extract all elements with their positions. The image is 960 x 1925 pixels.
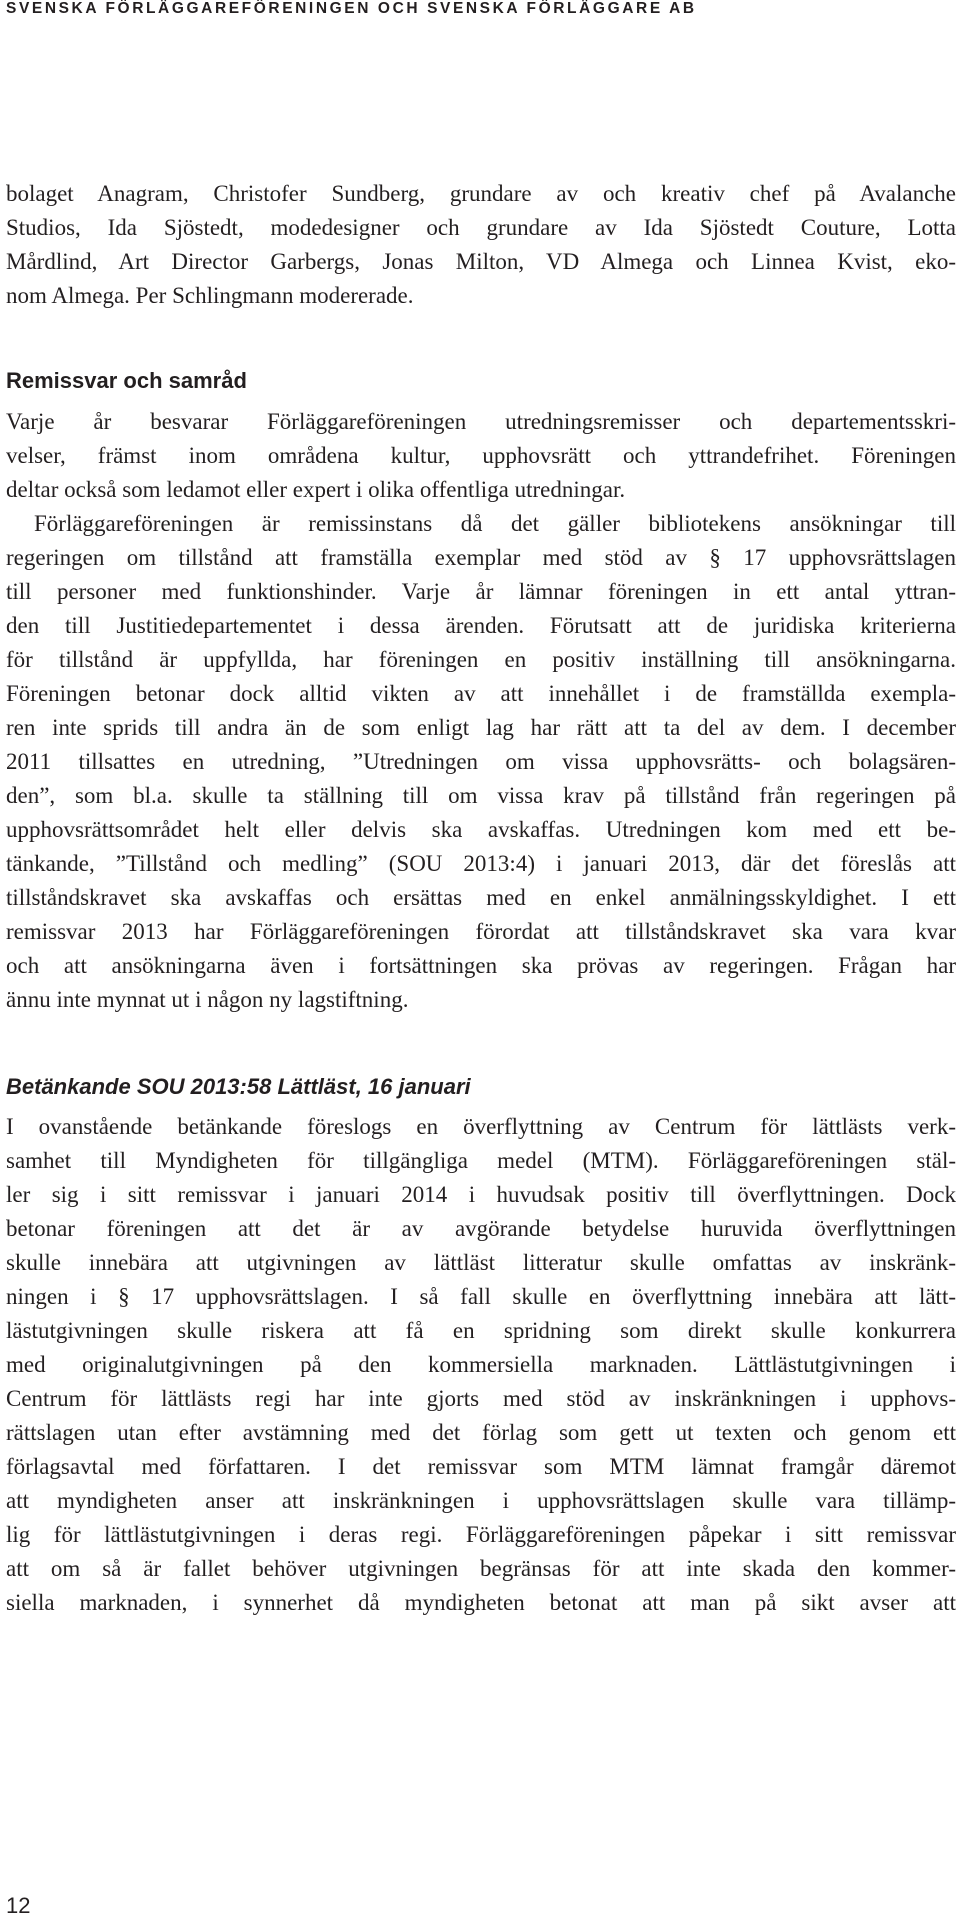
body-line: betonar föreningen att det är av avgörande betydelse huruvida överflyttningen [6, 1216, 956, 1241]
page-number: 12 [6, 1893, 31, 1918]
body-line: upphovsrättsområdet helt eller delvis ska avskaffas. Utredningen kom med ett be- [6, 817, 956, 842]
body-line: tänkande, ”Tillstånd och medling” (SOU 2013:4) i januari 2013, där det föreslås att [6, 851, 956, 876]
body-line: den till Justitiedepartementet i dessa ärenden. Förutsatt att de juridiska kriterierna [6, 613, 956, 638]
body-line: I ovanstående betänkande föreslogs en överflyttning av Centrum för lättlästs verk- [6, 1114, 956, 1139]
body-line: ningen i § 17 upphovsrättslagen. I så fall skulle en överflyttning innebära att lätt- [6, 1284, 956, 1309]
body-line: Föreningen betonar dock alltid vikten av att innehållet i de framställda exempla- [6, 681, 956, 706]
body-line: den”, som bl.a. skulle ta ställning till om vissa krav på tillstånd från regeringen på [6, 783, 956, 808]
body-line: remissvar 2013 har Förläggareföreningen förordat att tillståndskravet ska vara kvar [6, 919, 956, 944]
body-line: rättslagen utan efter avstämning med det förlag som gett ut texten och genom ett [6, 1420, 956, 1445]
section-heading: Remissvar och samråd [6, 368, 247, 393]
body-line: velser, främst inom områdena kultur, upphovsrätt och yttrandefrihet. Föreningen [6, 443, 956, 468]
body-line: ler sig i sitt remissvar i januari 2014 i huvudsak positiv till överflyttningen. Dock [6, 1182, 956, 1207]
body-line: regeringen om tillstånd att framställa exemplar med stöd av § 17 upphovsrättslagen [6, 545, 956, 570]
body-line: lästutgivningen skulle riskera att få en spridning som direkt skulle konkurrera [6, 1318, 956, 1343]
body-line: Centrum för lättlästs regi har inte gjorts med stöd av inskränkningen i upphovs- [6, 1386, 956, 1411]
body-line: 2011 tillsattes en utredning, ”Utredningen om vissa upphovsrätts- och bolagsären- [6, 749, 956, 774]
body-line: Förläggareföreningen är remissinstans då det gäller bibliotekens ansökningar till [34, 511, 956, 536]
body-line: för tillstånd är uppfyllda, har föreningen en positiv inställning till ansökningarna. [6, 647, 956, 672]
body-line: med originalutgivningen på den kommersiella marknaden. Lättlästutgivningen i [6, 1352, 956, 1377]
body-line: till personer med funktionshinder. Varje år lämnar föreningen in ett antal yttran- [6, 579, 956, 604]
body-line: och att ansökningarna även i fortsättningen ska prövas av regeringen. Frågan har [6, 953, 956, 978]
body-line: Studios, Ida Sjöstedt, modedesigner och grundare av Ida Sjöstedt Couture, Lotta [6, 215, 956, 240]
body-line: förlagsavtal med författaren. I det remissvar som MTM lämnat framgår däremot [6, 1454, 956, 1479]
body-line: bolaget Anagram, Christofer Sundberg, grundare av och kreativ chef på Avalanche [6, 181, 956, 206]
body-line: Mårdlind, Art Director Garbergs, Jonas Milton, VD Almega och Linnea Kvist, eko- [6, 249, 956, 274]
body-line: lig för lättlästutgivningen i deras regi. Förläggareföreningen påpekar i sitt remissvar [6, 1522, 956, 1547]
body-line: tillståndskravet ska avskaffas och ersättas med en enkel anmälningsskyldighet. I ett [6, 885, 956, 910]
body-line: samhet till Myndigheten för tillgängliga medel (MTM). Förläggareföreningen stäl- [6, 1148, 956, 1173]
body-line: deltar också som ledamot eller expert i olika offentliga utredningar. [6, 477, 626, 502]
body-line: siella marknaden, i synnerhet då myndigheten betonat att man på sikt avser att [6, 1590, 956, 1615]
body-line: att om så är fallet behöver utgivningen begränsas för att inte skada den kommer- [6, 1556, 956, 1581]
body-line: ren inte sprids till andra än de som enligt lag har rätt att ta del av dem. I december [6, 715, 956, 740]
body-line: Varje år besvarar Förläggareföreningen utredningsremisser och departementsskri- [6, 409, 956, 434]
body-line: skulle innebära att utgivningen av lättläst litteratur skulle omfattas av inskränk- [6, 1250, 956, 1275]
body-line: att myndigheten anser att inskränkningen i upphovsrättslagen skulle vara tillämp- [6, 1488, 956, 1513]
body-line: ännu inte mynnat ut i någon ny lagstiftning. [6, 987, 409, 1012]
body-line: nom Almega. Per Schlingmann modererade. [6, 283, 414, 308]
running-header: SVENSKA FÖRLÄGGAREFÖRENINGEN OCH SVENSKA FÖRLÄGGARE AB [6, 0, 697, 17]
section-heading: Betänkande SOU 2013:58 Lättläst, 16 januari [6, 1074, 471, 1099]
